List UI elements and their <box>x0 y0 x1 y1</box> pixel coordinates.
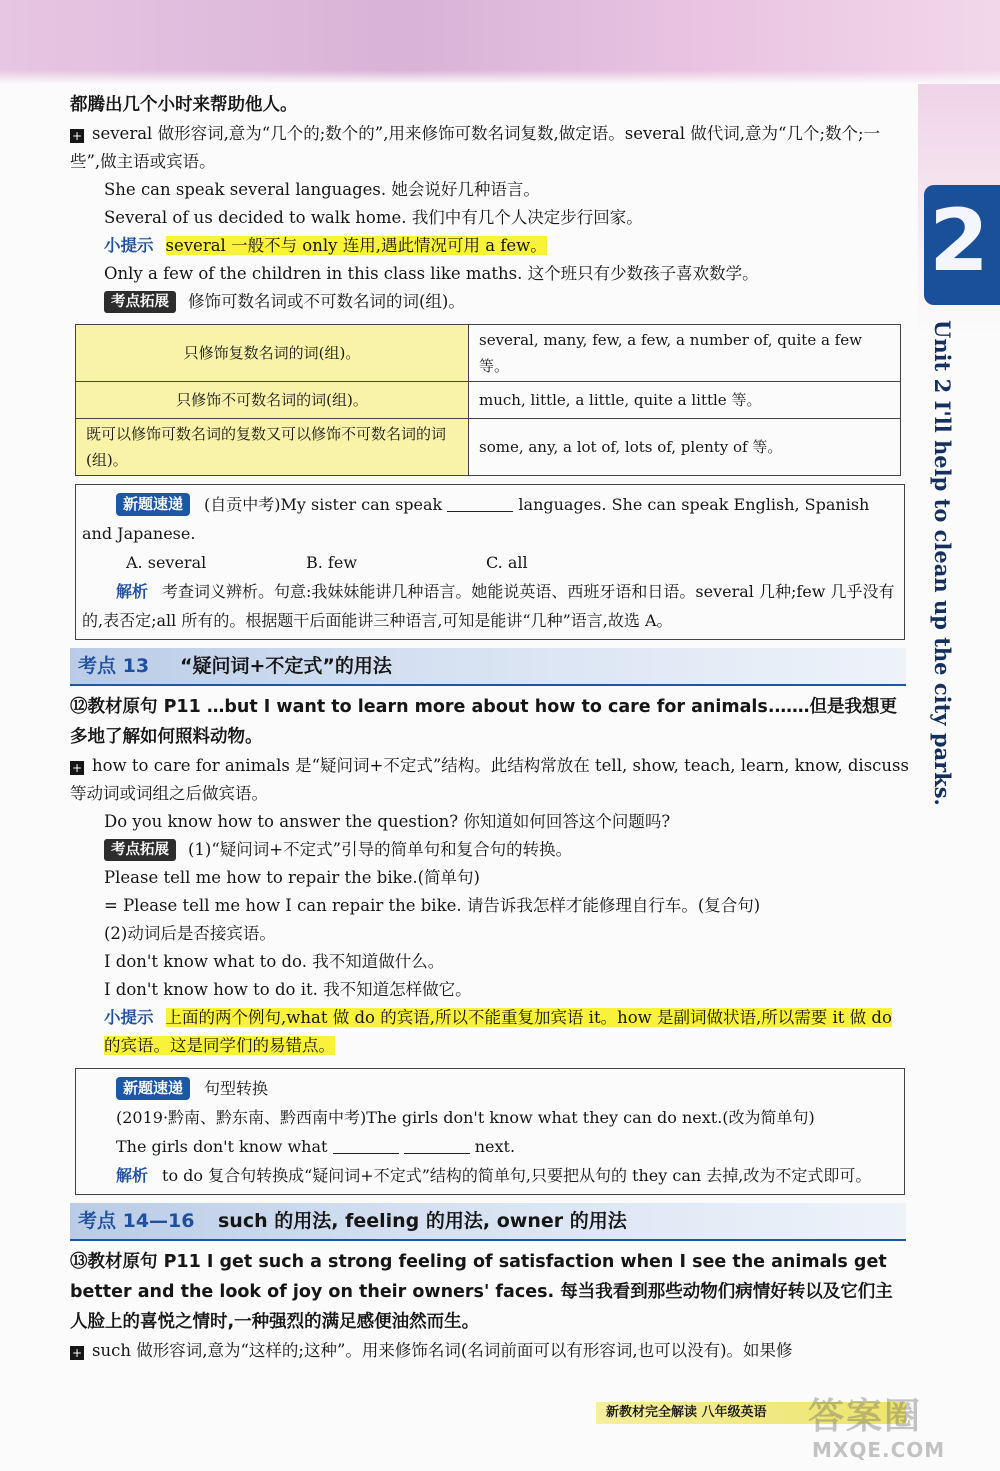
tip-text: several 一般不与 only 连用,遇此情况可用 a few。 <box>165 236 547 255</box>
extension-line <box>70 288 910 316</box>
section-title: such 的用法, feeling 的用法, owner 的用法 <box>218 1210 627 1232</box>
option-c: C. all <box>486 553 528 572</box>
quiz-analysis <box>82 577 902 635</box>
tip-label: 小提示 <box>104 1008 154 1027</box>
sub-heading: (2)动词后是否接宾语。 <box>104 924 276 943</box>
example-sentence: I don't know how to do it. 我不知道怎样做它。 <box>104 980 472 999</box>
modifier-table <box>75 324 901 476</box>
footer-book-title: 新教材完全解读 八年级英语 <box>596 1402 906 1424</box>
plus-bullet-icon: + <box>71 761 83 775</box>
quiz-fill-post: next. <box>474 1137 516 1156</box>
unit-number: 2 <box>929 191 989 291</box>
quiz-question: (2019·黔南、黔东南、黔西南中考)The girls don't know what they can do next.(改为简单句) <box>116 1108 815 1127</box>
section-label: 考点 13 <box>78 655 150 677</box>
extension-tag: 考点拓展 <box>104 291 176 313</box>
quiz-box <box>75 1068 905 1195</box>
answer-blank <box>447 495 513 512</box>
table-row <box>76 382 901 419</box>
table-cell-words: much, little, a little, quite a little 等。 <box>469 382 901 419</box>
analysis-text: to do 复合句转换成“疑问词+不定式”结构的简单句,只要把从句的 they can 去掉,改为不定式即可。 <box>162 1166 872 1185</box>
several-note <box>70 120 910 176</box>
section-label: 考点 14—16 <box>78 1210 195 1232</box>
quiz-analysis <box>82 1161 902 1190</box>
example-sentence: I don't know what to do. 我不知道做什么。 <box>104 952 445 971</box>
textbook-original-sentence: ⑬教材原句 P11 I get such a strong feeling of satisfaction when I see the animals get better and the look of joy on their owners' faces. 每当我看到那些动物们病情好转以及它们主人脸上的喜悦之情时,一种强烈的满足感便油然而生。 <box>70 1252 893 1332</box>
analysis-text: 考查词义辨析。句意:我妹妹能讲几种语言。她能说英语、西班牙语和日语。several 几种;few 几乎没有的,表否定;all 所有的。根据题干后面能讲三种语言,可知是能讲“几种”语言,故选 A。 <box>82 582 895 630</box>
tip-line <box>70 1004 910 1060</box>
example-sentence: = Please tell me how I can repair the bike. 请告诉我怎样才能修理自行车。(复合句) <box>104 896 761 915</box>
such-note <box>70 1337 910 1365</box>
structure-note <box>70 752 910 808</box>
textbook-original-sentence: ⑫教材原句 P11 …but I want to learn more about how to care for animals.……但是我想更多地了解如何照料动物。 <box>70 697 897 747</box>
plus-bullet-icon: + <box>71 129 83 143</box>
structure-note-text: how to care for animals 是“疑问词+不定式”结构。此结构常放在 tell, show, teach, learn, know, discuss 等动词或词组之后做宾语。 <box>70 756 909 803</box>
quiz-fill-line <box>82 1132 902 1161</box>
option-a: A. several <box>126 553 207 572</box>
table-cell-category: 只修饰复数名词的词(组)。 <box>76 325 469 382</box>
quiz-fill-pre: The girls don't know what <box>116 1137 328 1156</box>
page-content <box>70 90 910 1365</box>
watermark-logo: 答案圈 <box>808 1396 923 1437</box>
plus-bullet-icon: + <box>71 1346 83 1360</box>
example-sentence: Please tell me how to repair the bike.(简单句) <box>104 868 480 887</box>
top-decor-band <box>0 0 1000 84</box>
table-cell-words: some, any, a lot of, lots of, plenty of 等。 <box>469 419 901 476</box>
quiz-question <box>82 490 902 548</box>
quiz-box <box>75 484 905 640</box>
such-note-text: such 做形容词,意为“这样的;这种”。用来修饰名词(名词前面可以有形容词,也可以没有)。如果修 <box>92 1341 793 1360</box>
analysis-label: 解析 <box>116 1166 149 1185</box>
example-sentence: She can speak several languages. 她会说好几种语言。 <box>104 180 540 199</box>
example-sentence: Do you know how to answer the question? 你知道如何回答这个问题吗? <box>104 812 671 831</box>
extension-title: (1)“疑问词+不定式”引导的简单句和复合句的转换。 <box>188 840 573 859</box>
new-question-tag: 新题速递 <box>116 1077 190 1100</box>
several-note-text: several 做形容词,意为“几个的;数个的”,用来修饰可数名词复数,做定语。several 做代词,意为“几个;数个;一些”,做主语或宾语。 <box>70 124 881 171</box>
tip-line <box>70 232 910 260</box>
unit-title-vertical: Unit 2 I'll help to clean up the city parks. <box>930 320 955 806</box>
extension-title: 修饰可数名词或不可数名词的词(组)。 <box>188 292 465 311</box>
new-question-tag: 新题速递 <box>116 493 190 516</box>
example-sentence: Only a few of the children in this class like maths. 这个班只有少数孩子喜欢数学。 <box>104 264 759 283</box>
unit-number-tab <box>924 185 1000 305</box>
quiz-question-post: languages. She can speak English, Spanish and Japanese. <box>82 495 870 543</box>
quiz-title: 句型转换 <box>204 1079 269 1098</box>
section-header-13 <box>70 648 906 686</box>
quiz-heading <box>82 1074 902 1103</box>
option-b: B. few <box>306 553 358 572</box>
analysis-label: 解析 <box>116 582 149 601</box>
extension-line <box>70 836 910 864</box>
table-cell-words: several, many, few, a few, a number of, quite a few 等。 <box>469 325 901 382</box>
tip-text: 上面的两个例句,what 做 do 的宾语,所以不能重复加宾语 it。how 是副词做状语,所以需要 it 做 do 的宾语。这是同学们的易错点。 <box>104 1008 892 1055</box>
table-row <box>76 325 901 382</box>
table-cell-category: 既可以修饰可数名词的复数又可以修饰不可数名词的词(组)。 <box>76 419 469 476</box>
quiz-options <box>82 548 902 577</box>
section-header-14-16 <box>70 1203 906 1241</box>
continued-line: 都腾出几个小时来帮助他人。 <box>70 95 298 115</box>
quiz-question-pre: (自贡中考)My sister can speak <box>204 495 443 514</box>
tip-label: 小提示 <box>104 236 154 255</box>
section-title: “疑问词+不定式”的用法 <box>180 655 392 677</box>
watermark-url: MXQE.COM <box>812 1438 946 1462</box>
example-sentence: Several of us decided to walk home. 我们中有几个人决定步行回家。 <box>104 208 643 227</box>
table-cell-category: 只修饰不可数名词的词(组)。 <box>76 382 469 419</box>
answer-blank <box>333 1137 399 1154</box>
answer-blank <box>404 1137 470 1154</box>
table-row <box>76 419 901 476</box>
extension-tag: 考点拓展 <box>104 839 176 861</box>
